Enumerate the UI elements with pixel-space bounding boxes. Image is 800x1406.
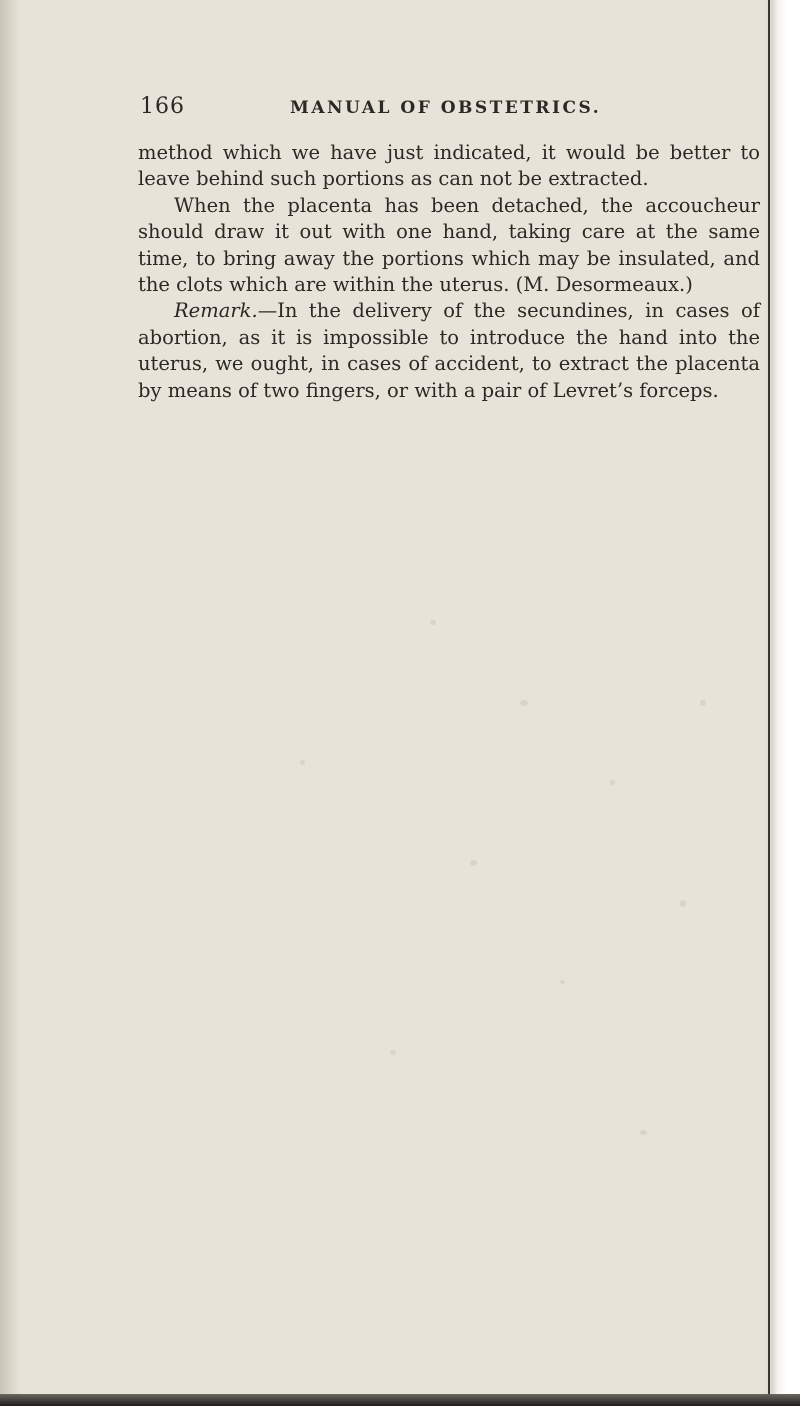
paragraph-remark bbox=[138, 298, 760, 404]
paragraph-placenta: When the placenta has been detached, the accoucheur should draw it out with one hand, taking care at the same time, to bring away the portions which may be insulated, and the clots which are within the uterus. (M. Desormeaux.) bbox=[138, 193, 760, 297]
page-edge-line bbox=[768, 0, 770, 1406]
page-header bbox=[135, 92, 755, 132]
body-text bbox=[138, 140, 760, 404]
paper-speck bbox=[700, 700, 706, 706]
paper-speck bbox=[610, 780, 615, 785]
paper-speck bbox=[680, 900, 686, 907]
paper-speck bbox=[520, 700, 528, 706]
page-number: 166 bbox=[140, 94, 185, 119]
paper-speck bbox=[300, 760, 305, 765]
binding-shadow bbox=[0, 0, 20, 1406]
paragraph-continuation: method which we have just indicated, it would be better to leave behind such portions as can not be extracted. bbox=[138, 141, 760, 191]
paper-speck bbox=[560, 980, 565, 984]
paper-speck bbox=[470, 860, 477, 866]
remark-text: —In the delivery of the secundines, in cases of abortion, as it is impossible to introduce the hand into the uterus, we ought, in cases of accident, to extract the placenta by means of two fingers, or with a pair of Levret’s forceps. bbox=[138, 299, 760, 402]
paper-speck bbox=[390, 1050, 396, 1055]
running-head: MANUAL OF OBSTETRICS. bbox=[290, 98, 602, 118]
bottom-edge bbox=[0, 1394, 800, 1406]
remark-label: Remark. bbox=[174, 299, 258, 323]
paper-speck bbox=[430, 620, 436, 625]
paper-speck bbox=[640, 1130, 647, 1135]
